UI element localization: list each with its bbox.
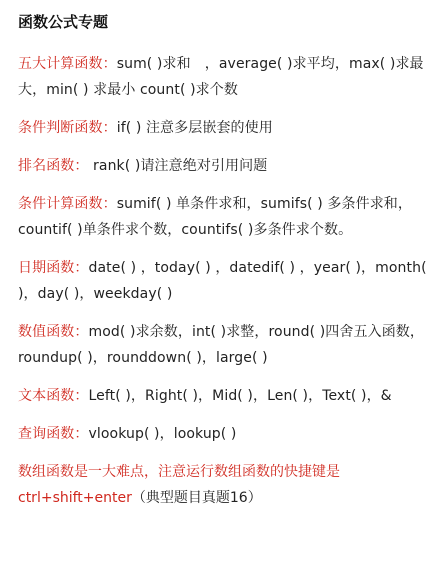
item-label: 查询函数： — [18, 426, 89, 442]
list-item — [18, 255, 430, 307]
item-label: 数值函数： — [18, 324, 89, 340]
list-item — [18, 115, 430, 141]
document-page — [18, 10, 430, 511]
list-item — [18, 383, 430, 409]
list-item — [18, 319, 430, 371]
item-label: 条件判断函数： — [18, 120, 117, 136]
item-label: 条件计算函数： — [18, 196, 117, 212]
list-item — [18, 51, 430, 103]
item-text: rank( )请注意绝对引用问题 — [88, 158, 268, 174]
footer-emphasis: 数组函数是一大难点，注意运行数组函数的快捷键是ctrl+shift+enter — [18, 464, 340, 506]
item-label: 日期函数： — [18, 260, 89, 276]
footer-note — [18, 459, 430, 511]
item-text: sum( )求和 ，average( )求平均，max( )求最大，min( ) 求最小 count( )求个数 — [18, 56, 424, 98]
item-text: if( ) 注意多层嵌套的使用 — [116, 120, 273, 136]
page-title: 函数公式专题 — [18, 13, 109, 31]
footer-plain: （典型题目真题16） — [131, 490, 262, 506]
item-text: date( ) ，today( ) ，datedif( ) ，year( )，month( )，day( )，weekday( ) — [18, 260, 427, 302]
list-item — [18, 191, 430, 243]
item-text: Left( )，Right( )，Mid( )，Len( )，Text( )，& — [88, 388, 392, 404]
item-label: 五大计算函数： — [18, 56, 117, 72]
item-text: vlookup( )，lookup( ) — [88, 426, 237, 442]
list-item — [18, 421, 430, 447]
item-label: 文本函数： — [18, 388, 89, 404]
list-item — [18, 153, 430, 179]
item-text: sumif( ) 单条件求和，sumifs( ) 多条件求和，countif( )单条件求个数，countifs( )多条件求个数。 — [18, 196, 412, 238]
item-label: 排名函数： — [18, 158, 89, 174]
item-text: mod( )求余数，int( )求整，round( )四舍五入函数，roundup( )，rounddown( )，large( ) — [18, 324, 425, 366]
